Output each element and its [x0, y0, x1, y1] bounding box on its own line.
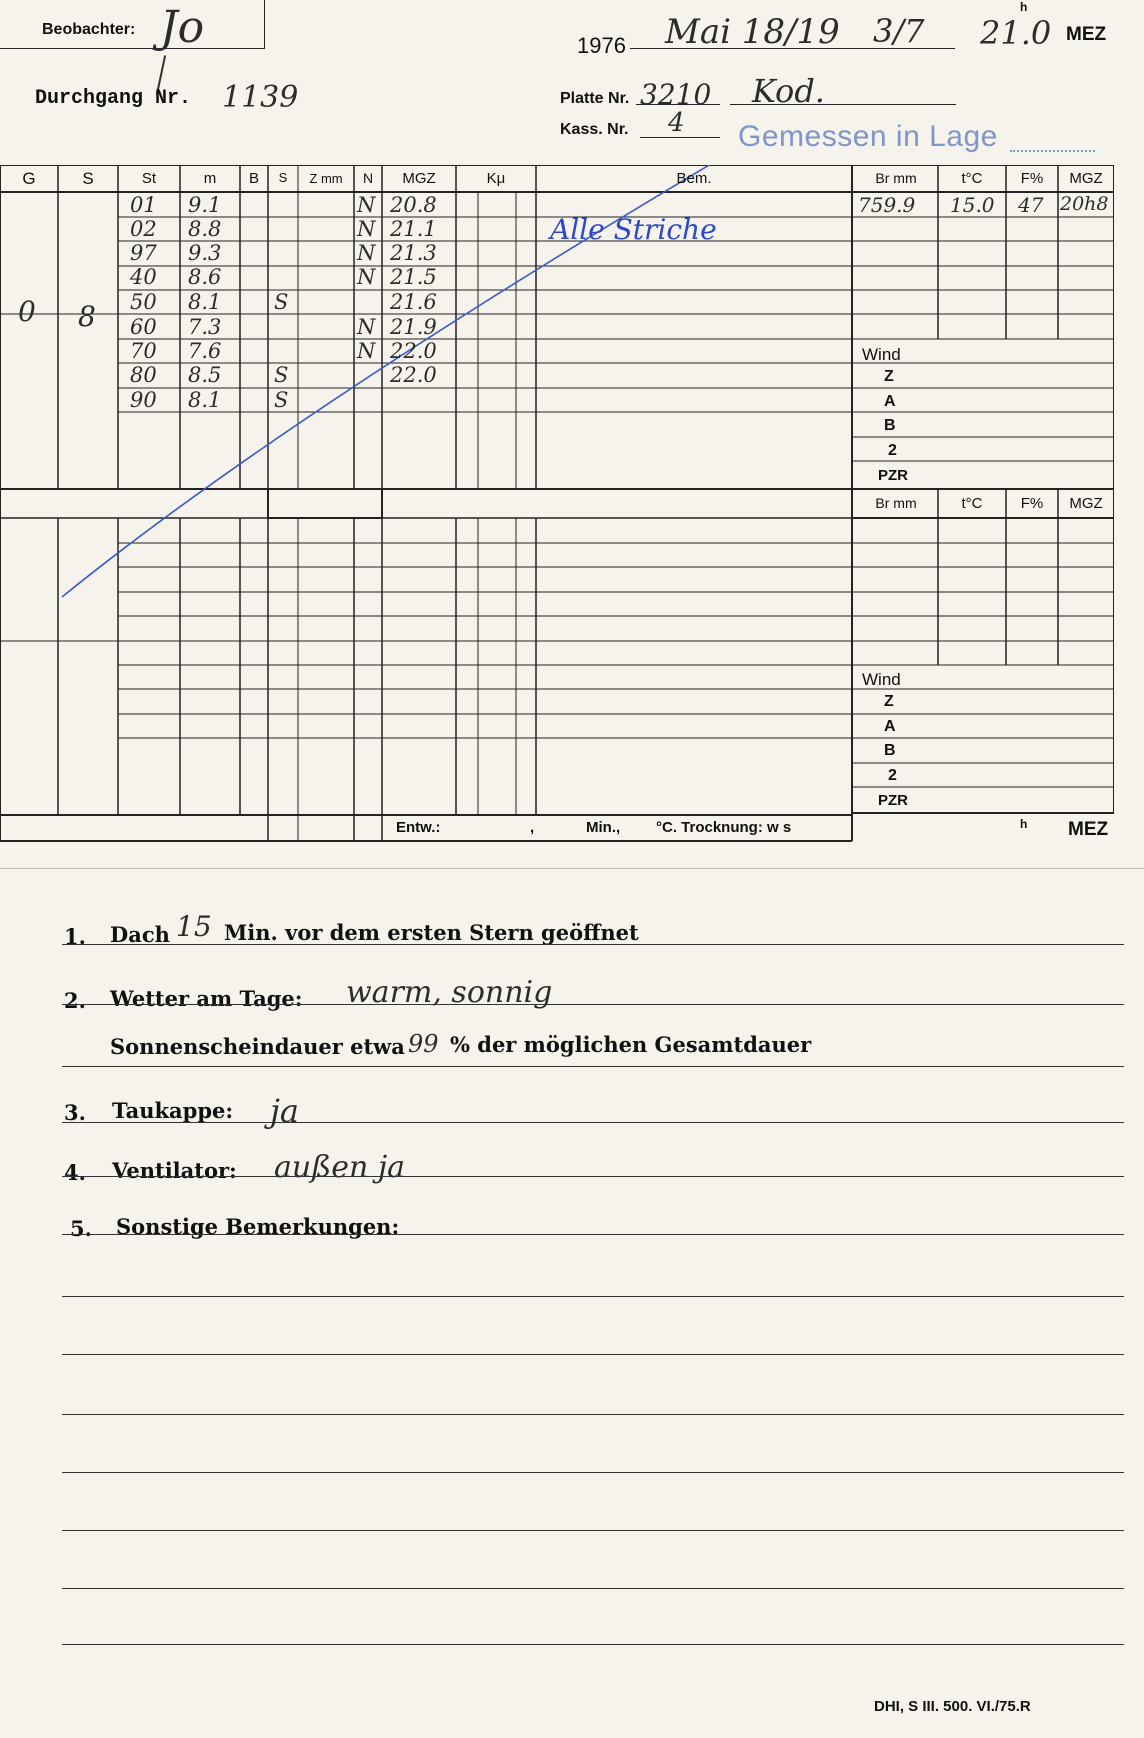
- col-header-n: N: [362, 170, 374, 186]
- row-st: 80: [130, 363, 157, 387]
- q2b-label-b: % der möglichen Gesamtdauer: [450, 1032, 812, 1057]
- row-st: 90: [130, 388, 157, 412]
- wind-a-2: A: [884, 718, 896, 735]
- q2-number: 2.: [64, 988, 86, 1013]
- row-n: N: [357, 315, 376, 339]
- q2b-value: 99: [408, 1030, 439, 1058]
- weather-header-mgz-2: MGZ: [1069, 495, 1103, 512]
- row-m: 8.6: [188, 265, 222, 289]
- blank-line: [62, 1414, 1124, 1415]
- q5-line: [62, 1234, 1124, 1235]
- fold-line: [0, 868, 1144, 869]
- plate-extra: Kod.: [752, 72, 825, 110]
- row-mgz: 21.5: [390, 265, 437, 289]
- wind-b: B: [884, 417, 896, 434]
- wind-label: Wind: [862, 345, 901, 364]
- footer-entw: Entw.:: [396, 819, 441, 836]
- plate-underline-1: [636, 104, 720, 105]
- weather-header-f: F%: [1020, 170, 1044, 187]
- f-value: 47: [1018, 193, 1044, 217]
- footer-h: h: [1020, 817, 1028, 831]
- row-st: 01: [130, 193, 157, 217]
- col-header-s2: S: [278, 170, 288, 185]
- row-st: 50: [130, 290, 157, 314]
- weather-header-t: t°C: [961, 170, 983, 187]
- row-s: S: [274, 388, 289, 412]
- q3-number: 3.: [64, 1100, 86, 1125]
- plate-value: 3210: [640, 78, 712, 111]
- row-mgz: 21.9: [390, 315, 437, 339]
- col-header-g: G: [22, 169, 36, 188]
- mgz-value: 20h8: [1060, 193, 1109, 215]
- time-zone: MEZ: [1066, 24, 1107, 45]
- row-s: S: [274, 290, 289, 314]
- footer-trocknung: °C. Trocknung: w s: [656, 819, 792, 836]
- date-underline: [630, 48, 955, 49]
- footer-mez: MEZ: [1068, 819, 1109, 840]
- plate-label: Platte Nr.: [560, 90, 630, 107]
- wind-z: Z: [884, 368, 894, 385]
- observer-label: Beobachter:: [42, 21, 136, 38]
- col-header-st: St: [141, 170, 157, 187]
- q2-line: [62, 1004, 1124, 1005]
- row-st: 02: [130, 217, 157, 241]
- row-mgz: 21.3: [390, 241, 437, 265]
- weather-header-f-2: F%: [1020, 495, 1044, 512]
- row-m: 8.1: [188, 388, 222, 412]
- plate-underline-2: [730, 104, 956, 105]
- wind-a: A: [884, 393, 896, 410]
- blank-line: [62, 1588, 1124, 1589]
- date-extra: 3/7: [873, 12, 925, 50]
- time-h: h: [1020, 0, 1028, 14]
- row-m: 7.6: [188, 339, 222, 363]
- measured-stamp: Gemessen in Lage: [738, 120, 998, 153]
- remark-value: Alle Striche: [550, 213, 717, 246]
- cassette-label: Kass. Nr.: [560, 121, 629, 138]
- row-mgz: 21.1: [390, 217, 437, 241]
- row-s: S: [274, 363, 289, 387]
- blank-line: [62, 1296, 1124, 1297]
- row-m: 8.8: [188, 217, 222, 241]
- row-st: 60: [130, 315, 157, 339]
- footer-comma: ,: [530, 819, 535, 836]
- row-m: 9.3: [188, 241, 222, 265]
- col-header-b: B: [248, 170, 259, 187]
- q1-label-a: Dach: [110, 922, 170, 947]
- q4-label: Ventilator:: [112, 1158, 237, 1183]
- time-value: 21.0: [980, 14, 1052, 52]
- row-mgz: 22.0: [390, 339, 437, 363]
- wind-2-2: 2: [888, 767, 897, 784]
- col-header-mgz: MGZ: [402, 170, 436, 187]
- col-header-zmm: Z mm: [309, 171, 343, 186]
- form-code: DHI, S III. 500. VI./75.R: [874, 1698, 1031, 1715]
- observer-value: Jo: [160, 2, 205, 53]
- row-m: 9.1: [188, 193, 222, 217]
- q4-value: außen ja: [274, 1150, 406, 1185]
- blank-line: [62, 1354, 1124, 1355]
- q2-value: warm, sonnig: [346, 975, 553, 1010]
- q1-label-b: Min. vor dem ersten Stern geöffnet: [224, 920, 639, 945]
- cassette-underline: [640, 137, 720, 138]
- transit-value: 1139: [222, 80, 299, 115]
- col-header-bem: Bem.: [676, 170, 712, 187]
- weather-header-t-2: t°C: [961, 495, 983, 512]
- blank-line: [62, 1472, 1124, 1473]
- observation-table: [0, 165, 1114, 845]
- s-value: 8: [78, 300, 96, 333]
- row-n: N: [357, 217, 376, 241]
- wind-pzr-2: PZR: [878, 792, 908, 809]
- wind-2: 2: [888, 442, 897, 459]
- q2b-line: [62, 1066, 1124, 1067]
- stamp-underline: [1010, 150, 1095, 152]
- wind-pzr: PZR: [878, 467, 908, 484]
- q4-line: [62, 1176, 1124, 1177]
- q2b-label-a: Sonnenscheindauer etwa: [110, 1034, 405, 1059]
- weather-header-br: Br mm: [875, 170, 917, 186]
- row-mgz: 22.0: [390, 363, 437, 387]
- weather-header-mgz: MGZ: [1069, 170, 1103, 187]
- row-n: N: [357, 265, 376, 289]
- wind-z-2: Z: [884, 693, 894, 710]
- year: 1976: [577, 33, 626, 58]
- row-n: N: [357, 339, 376, 363]
- q1-number: 1.: [64, 924, 86, 949]
- q5-number: 5.: [70, 1216, 92, 1241]
- row-m: 8.5: [188, 363, 222, 387]
- br-value: 759.9: [858, 193, 916, 217]
- q3-line: [62, 1122, 1124, 1123]
- row-m: 8.1: [188, 290, 222, 314]
- q3-label: Taukappe:: [112, 1098, 234, 1123]
- wind-b-2: B: [884, 742, 896, 759]
- wind-label-2: Wind: [862, 670, 901, 689]
- row-m: 7.3: [188, 315, 222, 339]
- row-n: N: [357, 241, 376, 265]
- q1-value: 15: [176, 910, 212, 943]
- col-header-kmu: Kμ: [486, 170, 506, 187]
- col-header-s: S: [82, 169, 94, 188]
- col-header-m: m: [203, 170, 217, 187]
- row-mgz: 20.8: [390, 193, 437, 217]
- footer-min: Min.,: [586, 819, 621, 836]
- q5-label: Sonstige Bemerkungen:: [116, 1214, 400, 1239]
- q4-number: 4.: [64, 1160, 86, 1185]
- date-value: Mai 18/19: [665, 12, 840, 52]
- row-st: 40: [130, 265, 157, 289]
- q3-value: ja: [270, 1092, 299, 1130]
- row-st: 97: [130, 241, 157, 265]
- row-mgz: 21.6: [390, 290, 437, 314]
- q2-label: Wetter am Tage:: [110, 986, 303, 1011]
- cassette-value: 4: [668, 108, 685, 138]
- q1-line: [62, 944, 1124, 945]
- blank-line: [62, 1644, 1124, 1645]
- row-n: N: [357, 193, 376, 217]
- transit-label: Durchgang Nr.: [35, 87, 192, 110]
- weather-header-br-2: Br mm: [875, 495, 917, 511]
- t-value: 15.0: [950, 193, 995, 217]
- row-st: 70: [130, 339, 157, 363]
- g-value: 0: [18, 295, 36, 328]
- blank-line: [62, 1530, 1124, 1531]
